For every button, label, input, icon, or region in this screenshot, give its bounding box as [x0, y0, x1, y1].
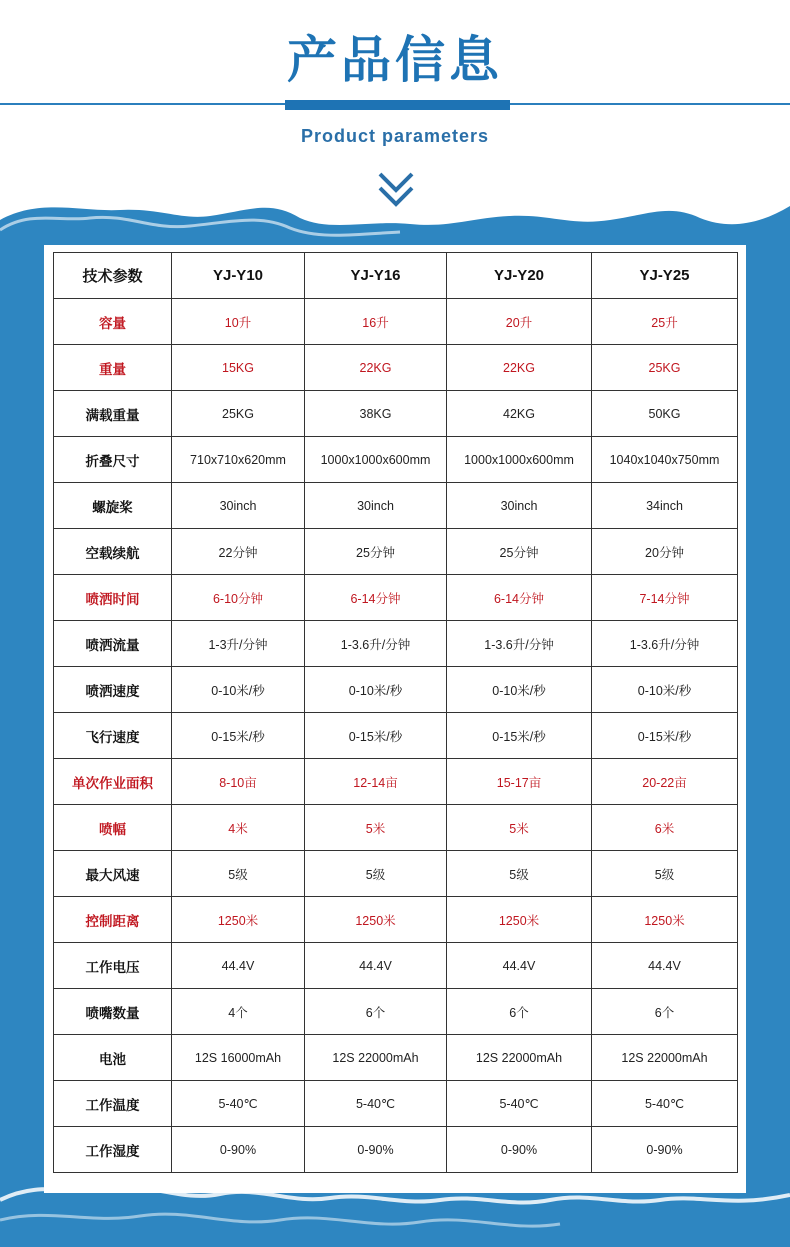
title-rule-left	[0, 103, 285, 105]
table-cell: 0-90%	[592, 1127, 738, 1173]
table-cell: 0-90%	[172, 1127, 305, 1173]
table-cell: 1040x1040x750mm	[592, 437, 738, 483]
table-cell: 12-14亩	[305, 759, 447, 805]
table-cell: 5米	[447, 805, 592, 851]
row-label: 折叠尺寸	[54, 437, 172, 483]
table-cell: 5-40℃	[305, 1081, 447, 1127]
table-cell: 6个	[305, 989, 447, 1035]
table-cell: 1000x1000x600mm	[305, 437, 447, 483]
table-row	[54, 667, 738, 713]
table-cell: 44.4V	[592, 943, 738, 989]
row-label: 工作温度	[54, 1081, 172, 1127]
table-row	[54, 1035, 738, 1081]
table-row	[54, 943, 738, 989]
header-cell-model: YJ-Y25	[592, 253, 738, 299]
table-row	[54, 851, 738, 897]
table-cell: 22KG	[447, 345, 592, 391]
table-header-row	[54, 253, 738, 299]
table-row	[54, 299, 738, 345]
row-label: 满载重量	[54, 391, 172, 437]
table-cell: 34inch	[592, 483, 738, 529]
table-cell: 1-3.6升/分钟	[592, 621, 738, 667]
table-cell: 30inch	[172, 483, 305, 529]
table-cell: 6-10分钟	[172, 575, 305, 621]
table-row	[54, 437, 738, 483]
row-label: 容量	[54, 299, 172, 345]
page-header	[0, 0, 790, 220]
table-cell: 0-15米/秒	[592, 713, 738, 759]
table-cell: 22分钟	[172, 529, 305, 575]
table-cell: 20分钟	[592, 529, 738, 575]
table-cell: 30inch	[447, 483, 592, 529]
table-cell: 0-10米/秒	[447, 667, 592, 713]
table-cell: 8-10亩	[172, 759, 305, 805]
title-rule-right	[510, 103, 790, 105]
table-cell: 22KG	[305, 345, 447, 391]
page-subtitle: Product parameters	[300, 126, 490, 146]
header-cell-model: YJ-Y20	[447, 253, 592, 299]
table-row	[54, 713, 738, 759]
table-cell: 1250米	[592, 897, 738, 943]
table-cell: 0-90%	[305, 1127, 447, 1173]
table-row	[54, 759, 738, 805]
table-row	[54, 1127, 738, 1173]
table-cell: 1-3.6升/分钟	[305, 621, 447, 667]
table-cell: 25分钟	[447, 529, 592, 575]
table-cell: 7-14分钟	[592, 575, 738, 621]
table-cell: 38KG	[305, 391, 447, 437]
row-label: 工作电压	[54, 943, 172, 989]
table-cell: 0-15米/秒	[447, 713, 592, 759]
row-label: 最大风速	[54, 851, 172, 897]
table-cell: 5-40℃	[592, 1081, 738, 1127]
row-label: 喷洒速度	[54, 667, 172, 713]
row-label: 单次作业面积	[54, 759, 172, 805]
table-cell: 4米	[172, 805, 305, 851]
page-title: 产品信息	[287, 31, 503, 89]
table-cell: 710x710x620mm	[172, 437, 305, 483]
table-cell: 0-90%	[447, 1127, 592, 1173]
table-cell: 12S 22000mAh	[592, 1035, 738, 1081]
table-cell: 44.4V	[447, 943, 592, 989]
table-cell: 25KG	[172, 391, 305, 437]
table-cell: 10升	[172, 299, 305, 345]
table-cell: 15-17亩	[447, 759, 592, 805]
table-cell: 25分钟	[305, 529, 447, 575]
table-cell: 1250米	[447, 897, 592, 943]
table-cell: 12S 22000mAh	[305, 1035, 447, 1081]
row-label: 飞行速度	[54, 713, 172, 759]
table-cell: 30inch	[305, 483, 447, 529]
table-row	[54, 529, 738, 575]
table-row	[54, 483, 738, 529]
table-cell: 5米	[305, 805, 447, 851]
table-cell: 0-10米/秒	[592, 667, 738, 713]
table-cell: 5级	[305, 851, 447, 897]
row-label: 喷幅	[54, 805, 172, 851]
table-cell: 5级	[172, 851, 305, 897]
table-cell: 1-3升/分钟	[172, 621, 305, 667]
table-cell: 4个	[172, 989, 305, 1035]
table-cell: 1250米	[172, 897, 305, 943]
table-cell: 5-40℃	[447, 1081, 592, 1127]
table-cell: 0-10米/秒	[305, 667, 447, 713]
table-row	[54, 575, 738, 621]
table-cell: 1250米	[305, 897, 447, 943]
row-label: 工作湿度	[54, 1127, 172, 1173]
table-cell: 6个	[592, 989, 738, 1035]
row-label: 空载续航	[54, 529, 172, 575]
table-cell: 5级	[592, 851, 738, 897]
table-cell: 12S 22000mAh	[447, 1035, 592, 1081]
table-cell: 25KG	[592, 345, 738, 391]
table-cell: 20升	[447, 299, 592, 345]
row-label: 电池	[54, 1035, 172, 1081]
table-cell: 12S 16000mAh	[172, 1035, 305, 1081]
row-label: 控制距离	[54, 897, 172, 943]
table-row	[54, 805, 738, 851]
row-label: 螺旋桨	[54, 483, 172, 529]
table-cell: 5级	[447, 851, 592, 897]
row-label: 喷洒流量	[54, 621, 172, 667]
table-cell: 0-10米/秒	[172, 667, 305, 713]
table-row	[54, 897, 738, 943]
table-row	[54, 391, 738, 437]
table-row	[54, 989, 738, 1035]
spec-table	[53, 252, 738, 1173]
table-cell: 42KG	[447, 391, 592, 437]
table-cell: 20-22亩	[592, 759, 738, 805]
table-cell: 6米	[592, 805, 738, 851]
header-cell-model: YJ-Y10	[172, 253, 305, 299]
table-cell: 1000x1000x600mm	[447, 437, 592, 483]
row-label: 重量	[54, 345, 172, 391]
title-underline-bar	[285, 100, 510, 110]
row-label: 喷嘴数量	[54, 989, 172, 1035]
table-row	[54, 1081, 738, 1127]
table-cell: 44.4V	[305, 943, 447, 989]
table-cell: 44.4V	[172, 943, 305, 989]
table-cell: 50KG	[592, 391, 738, 437]
table-row	[54, 345, 738, 391]
table-cell: 16升	[305, 299, 447, 345]
table-cell: 25升	[592, 299, 738, 345]
table-cell: 0-15米/秒	[305, 713, 447, 759]
table-cell: 6-14分钟	[305, 575, 447, 621]
header-cell-param: 技术参数	[54, 253, 172, 299]
header-cell-model: YJ-Y16	[305, 253, 447, 299]
table-row	[54, 621, 738, 667]
table-cell: 6个	[447, 989, 592, 1035]
table-cell: 6-14分钟	[447, 575, 592, 621]
table-cell: 5-40℃	[172, 1081, 305, 1127]
table-cell: 15KG	[172, 345, 305, 391]
table-cell: 0-15米/秒	[172, 713, 305, 759]
table-cell: 1-3.6升/分钟	[447, 621, 592, 667]
row-label: 喷洒时间	[54, 575, 172, 621]
